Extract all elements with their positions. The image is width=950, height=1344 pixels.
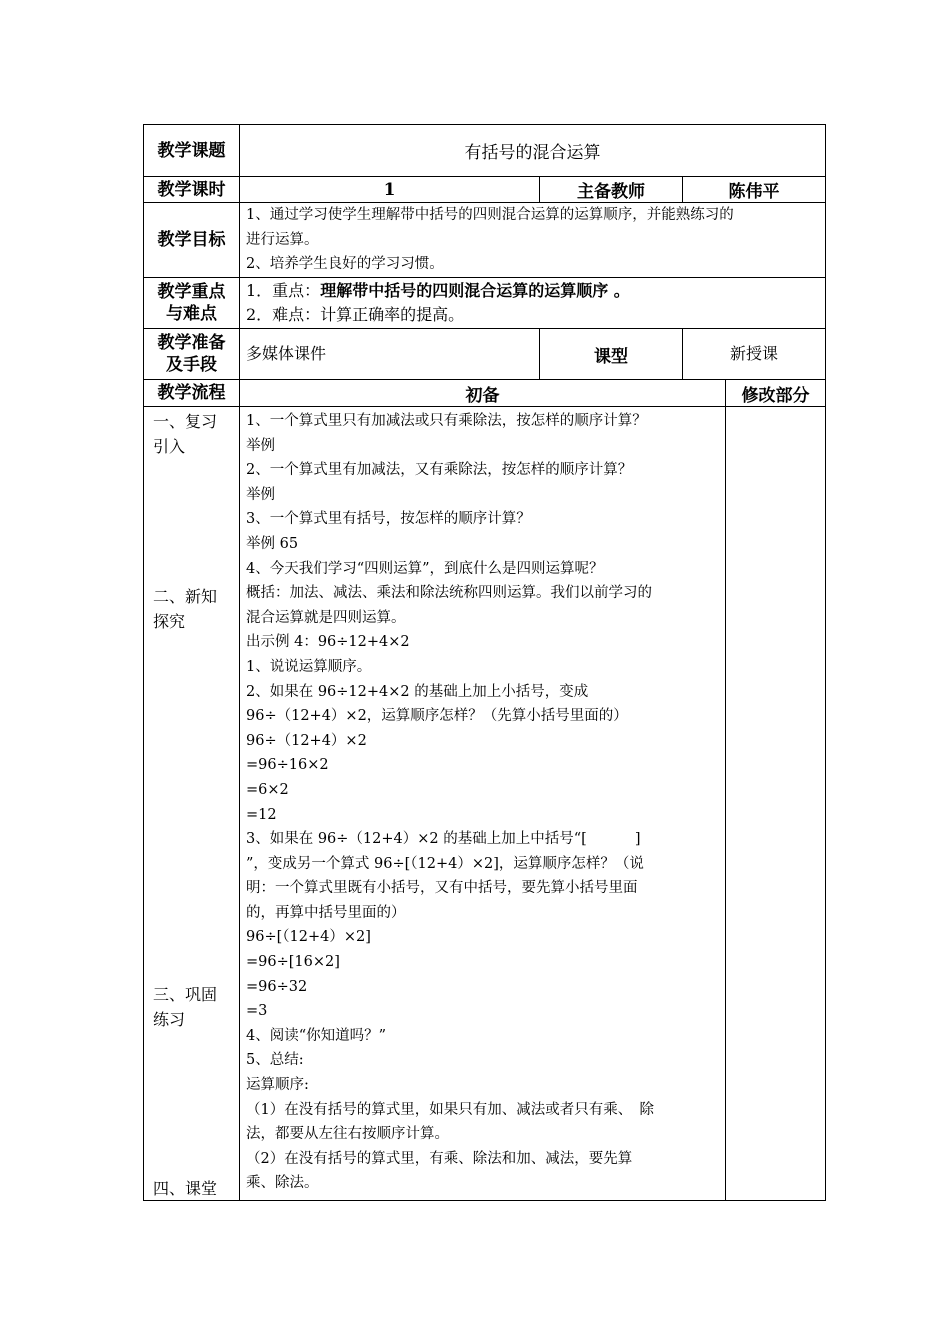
content-line: 96÷[（12+4）×2] (246, 929, 371, 946)
content-line: 的，再算中括号里面的） (246, 904, 406, 921)
flow-header-row (144, 380, 826, 407)
content-line: =12 (246, 806, 277, 823)
section-review (153, 409, 233, 459)
focus-difficulty: 2．难点：计算正确率的提高。 (246, 305, 465, 324)
draft-content (240, 407, 726, 1201)
lesson-type-label: 课型 (540, 329, 683, 380)
focus-label-line: 与难点 (166, 304, 217, 324)
section-title: 一、复习 (153, 412, 218, 431)
content-line: =96÷16×2 (246, 757, 329, 774)
topic-label: 教学课题 (144, 125, 240, 177)
draft-header: 初备 (240, 380, 726, 407)
content-line: 出示例 4：96÷12+4×2 (246, 634, 410, 651)
hours-value: 1 (240, 177, 540, 203)
content-line: ”，变成另一个算式 96÷[（12+4）×2]，运算顺序怎样？（说 (246, 855, 644, 872)
focus-key-text: 理解带中括号的四则混合运算的运算顺序 。 (320, 281, 630, 300)
goals-line: 2、培养学生良好的学习习惯。 (246, 256, 444, 273)
section-title: 三、巩固 (153, 985, 218, 1004)
focus-content (240, 278, 826, 329)
revise-header: 修改部分 (726, 380, 826, 407)
topic-value: 有括号的混合运算 (240, 125, 826, 177)
section-title: 引入 (153, 437, 186, 456)
content-line: 3、如果在 96÷（12+4）×2 的基础上加上中括号“[ ] (246, 831, 641, 848)
content-line: 举例 (246, 486, 275, 503)
topic-row (144, 125, 826, 177)
goals-line: 进行运算。 (246, 231, 319, 248)
prep-label-line: 及手段 (166, 355, 217, 375)
section-title: 四、课堂 (153, 1179, 218, 1198)
content-line: 明：一个算式里既有小括号，又有中括号，要先算小括号里面 (246, 880, 638, 897)
content-line: =3 (246, 1003, 268, 1020)
lesson-type-value: 新授课 (683, 329, 826, 380)
content-line: =6×2 (246, 781, 289, 798)
draft-lines (246, 409, 719, 1196)
content-line: 5、总结: (246, 1052, 304, 1069)
flow-body-row (144, 407, 826, 1201)
flow-label: 教学流程 (144, 380, 240, 407)
content-line: 法，都要从左往右按顺序计算。 (246, 1126, 449, 1143)
content-line: 2、如果在 96÷12+4×2 的基础上加上小括号，变成 (246, 683, 589, 700)
section-practice (153, 982, 233, 1032)
focus-label (144, 278, 240, 329)
goals-line: 1、通过学习使学生理解带中括号的四则混合运算的运算顺序，并能熟练习的 (246, 207, 734, 224)
content-line: 乘、除法。 (246, 1175, 319, 1192)
focus-key-prefix: 1．重点： (246, 281, 321, 300)
section-title: 探究 (153, 612, 186, 631)
flow-sections (144, 407, 240, 1201)
content-line: 4、今天我们学习“四则运算”，到底什么是四则运算呢？ (246, 560, 604, 577)
section-title: 二、新知 (153, 587, 218, 606)
goals-content (240, 203, 826, 278)
focus-row (144, 278, 826, 329)
content-line: 举例 (246, 437, 275, 454)
prep-label (144, 329, 240, 380)
content-line: 1、说说运算顺序。 (246, 658, 372, 675)
section-new (153, 584, 233, 634)
content-line: 概括：加法、减法、乘法和除法统称四则运算。我们以前学习的 (246, 585, 652, 602)
content-line: （1）在没有括号的算式里，如果只有加、减法或者只有乘、 除 (246, 1101, 654, 1118)
content-line: 96÷（12+4）×2，运算顺序怎样？（先算小括号里面的） (246, 708, 628, 725)
section-class (153, 1176, 233, 1201)
content-line: （2）在没有括号的算式里，有乘、除法和加、减法，要先算 (246, 1150, 633, 1167)
goals-row (144, 203, 826, 278)
teacher-name: 陈伟平 (683, 177, 826, 203)
prep-value: 多媒体课件 (240, 329, 540, 380)
content-line: 96÷（12+4）×2 (246, 732, 367, 749)
content-line: 3、一个算式里有括号，按怎样的顺序计算？ (246, 511, 531, 528)
content-line: 混合运算就是四则运算。 (246, 609, 406, 626)
prep-row (144, 329, 826, 380)
content-line: 举例 65 (246, 535, 299, 552)
content-line: 4、阅读“你知道吗？” (246, 1027, 387, 1044)
content-line: =96÷[16×2] (246, 954, 340, 971)
content-line: 2、一个算式里有加减法，又有乘除法，按怎样的顺序计算？ (246, 462, 633, 479)
content-line: 运算顺序: (246, 1077, 309, 1094)
focus-label-line: 教学重点 (157, 282, 226, 302)
revise-content (726, 407, 826, 1201)
lesson-plan-table (143, 124, 826, 1201)
section-title: 练习 (153, 1010, 186, 1029)
hours-row (144, 177, 826, 203)
goals-label: 教学目标 (144, 203, 240, 278)
teacher-label: 主备教师 (540, 177, 683, 203)
content-line: 1、一个算式里只有加减法或只有乘除法，按怎样的顺序计算？ (246, 413, 647, 429)
prep-label-line: 教学准备 (157, 333, 226, 353)
content-line: =96÷32 (246, 978, 308, 995)
hours-label: 教学课时 (144, 177, 240, 203)
